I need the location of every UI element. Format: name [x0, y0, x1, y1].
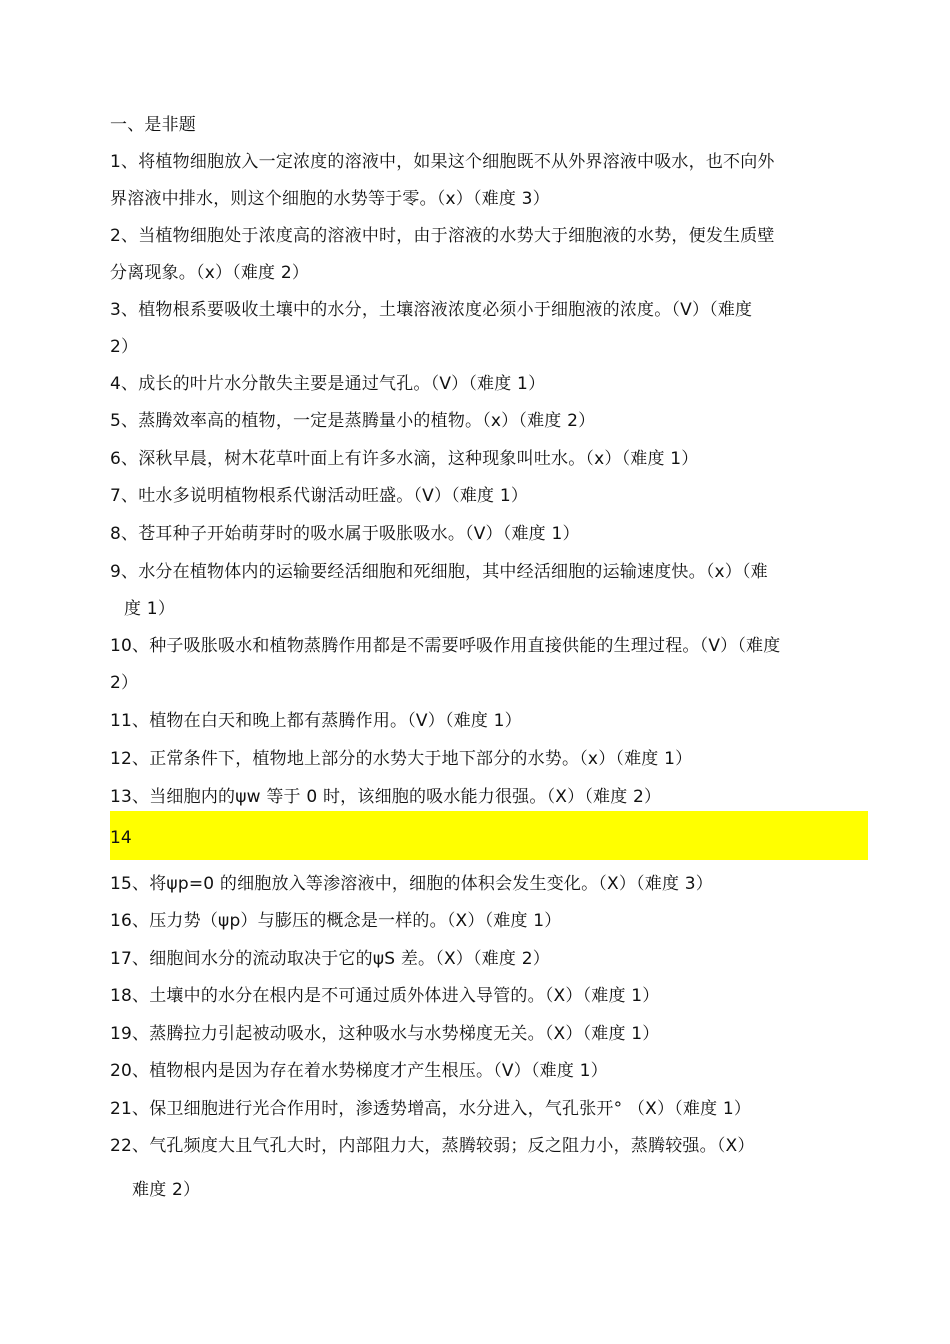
question-line: 17、细胞间水分的流动取决于它的ψS 差。（X）（难度 2）	[110, 949, 550, 969]
question-line: 6、深秋早晨，树木花草叶面上有许多水滴，这种现象叫吐水。（x）（难度 1）	[110, 449, 699, 469]
question-line: 20、植物根内是因为存在着水势梯度才产生根压。（V）（难度 1）	[110, 1061, 608, 1081]
question-line: 18、土壤中的水分在根内是不可通过质外体进入导管的。（X）（难度 1）	[110, 986, 660, 1006]
question-line: 5、蒸腾效率高的植物，一定是蒸腾量小的植物。（x）（难度 2）	[110, 411, 596, 431]
question-line: 10、种子吸胀吸水和植物蒸腾作用都是不需要呼吸作用直接供能的生理过程。（V）（难度	[110, 636, 781, 656]
section-title: 一、是非题	[110, 115, 196, 135]
question-line: 界溶液中排水，则这个细胞的水势等于零。（x）（难度 3）	[110, 189, 550, 209]
question-line: 2）	[110, 673, 139, 693]
question-line: 16、压力势（ψp）与膨压的概念是一样的。（X）（难度 1）	[110, 911, 562, 931]
question-line: 12、正常条件下，植物地上部分的水势大于地下部分的水势。（x）（难度 1）	[110, 749, 693, 769]
question-line: 4、成长的叶片水分散失主要是通过气孔。（V）（难度 1）	[110, 374, 546, 394]
question-line: 难度 2）	[132, 1180, 201, 1200]
question-line: 15、将ψp=0 的细胞放入等渗溶液中，细胞的体积会发生变化。（X）（难度 3）	[110, 874, 713, 894]
question-line: 7、吐水多说明植物根系代谢活动旺盛。（V）（难度 1）	[110, 486, 529, 506]
highlighted-question-number: 14	[110, 828, 132, 848]
question-line: 22、气孔频度大且气孔大时，内部阻力大，蒸腾较弱；反之阻力小，蒸腾较强。（X）	[110, 1136, 755, 1156]
question-line: 3、植物根系要吸收土壤中的水分，土壤溶液浓度必须小于细胞液的浓度。（V）（难度	[110, 300, 753, 320]
question-line: 13、当细胞内的ψw 等于 0 时，该细胞的吸水能力很强。（X）（难度 2）	[110, 787, 662, 807]
question-line: 度 1）	[124, 599, 176, 619]
question-line: 1、将植物细胞放入一定浓度的溶液中，如果这个细胞既不从外界溶液中吸水，也不向外	[110, 152, 775, 172]
question-line: 8、苍耳种子开始萌芽时的吸水属于吸胀吸水。（V）（难度 1）	[110, 524, 580, 544]
question-line: 9、水分在植物体内的运输要经活细胞和死细胞，其中经活细胞的运输速度快。（x）（难	[110, 562, 768, 582]
question-line: 19、蒸腾拉力引起被动吸水，这种吸水与水势梯度无关。（X）（难度 1）	[110, 1024, 660, 1044]
highlighted-question-row	[110, 811, 868, 860]
question-line: 21、保卫细胞进行光合作用时，渗透势增高，水分进入，气孔张开° （X）（难度 1）	[110, 1099, 752, 1119]
question-line: 2）	[110, 337, 139, 357]
question-line: 11、植物在白天和晚上都有蒸腾作用。（V）（难度 1）	[110, 711, 522, 731]
question-line: 2、当植物细胞处于浓度高的溶液中时，由于溶液的水势大于细胞液的水势，便发生质壁	[110, 226, 775, 246]
question-line: 分离现象。（x）（难度 2）	[110, 263, 310, 283]
